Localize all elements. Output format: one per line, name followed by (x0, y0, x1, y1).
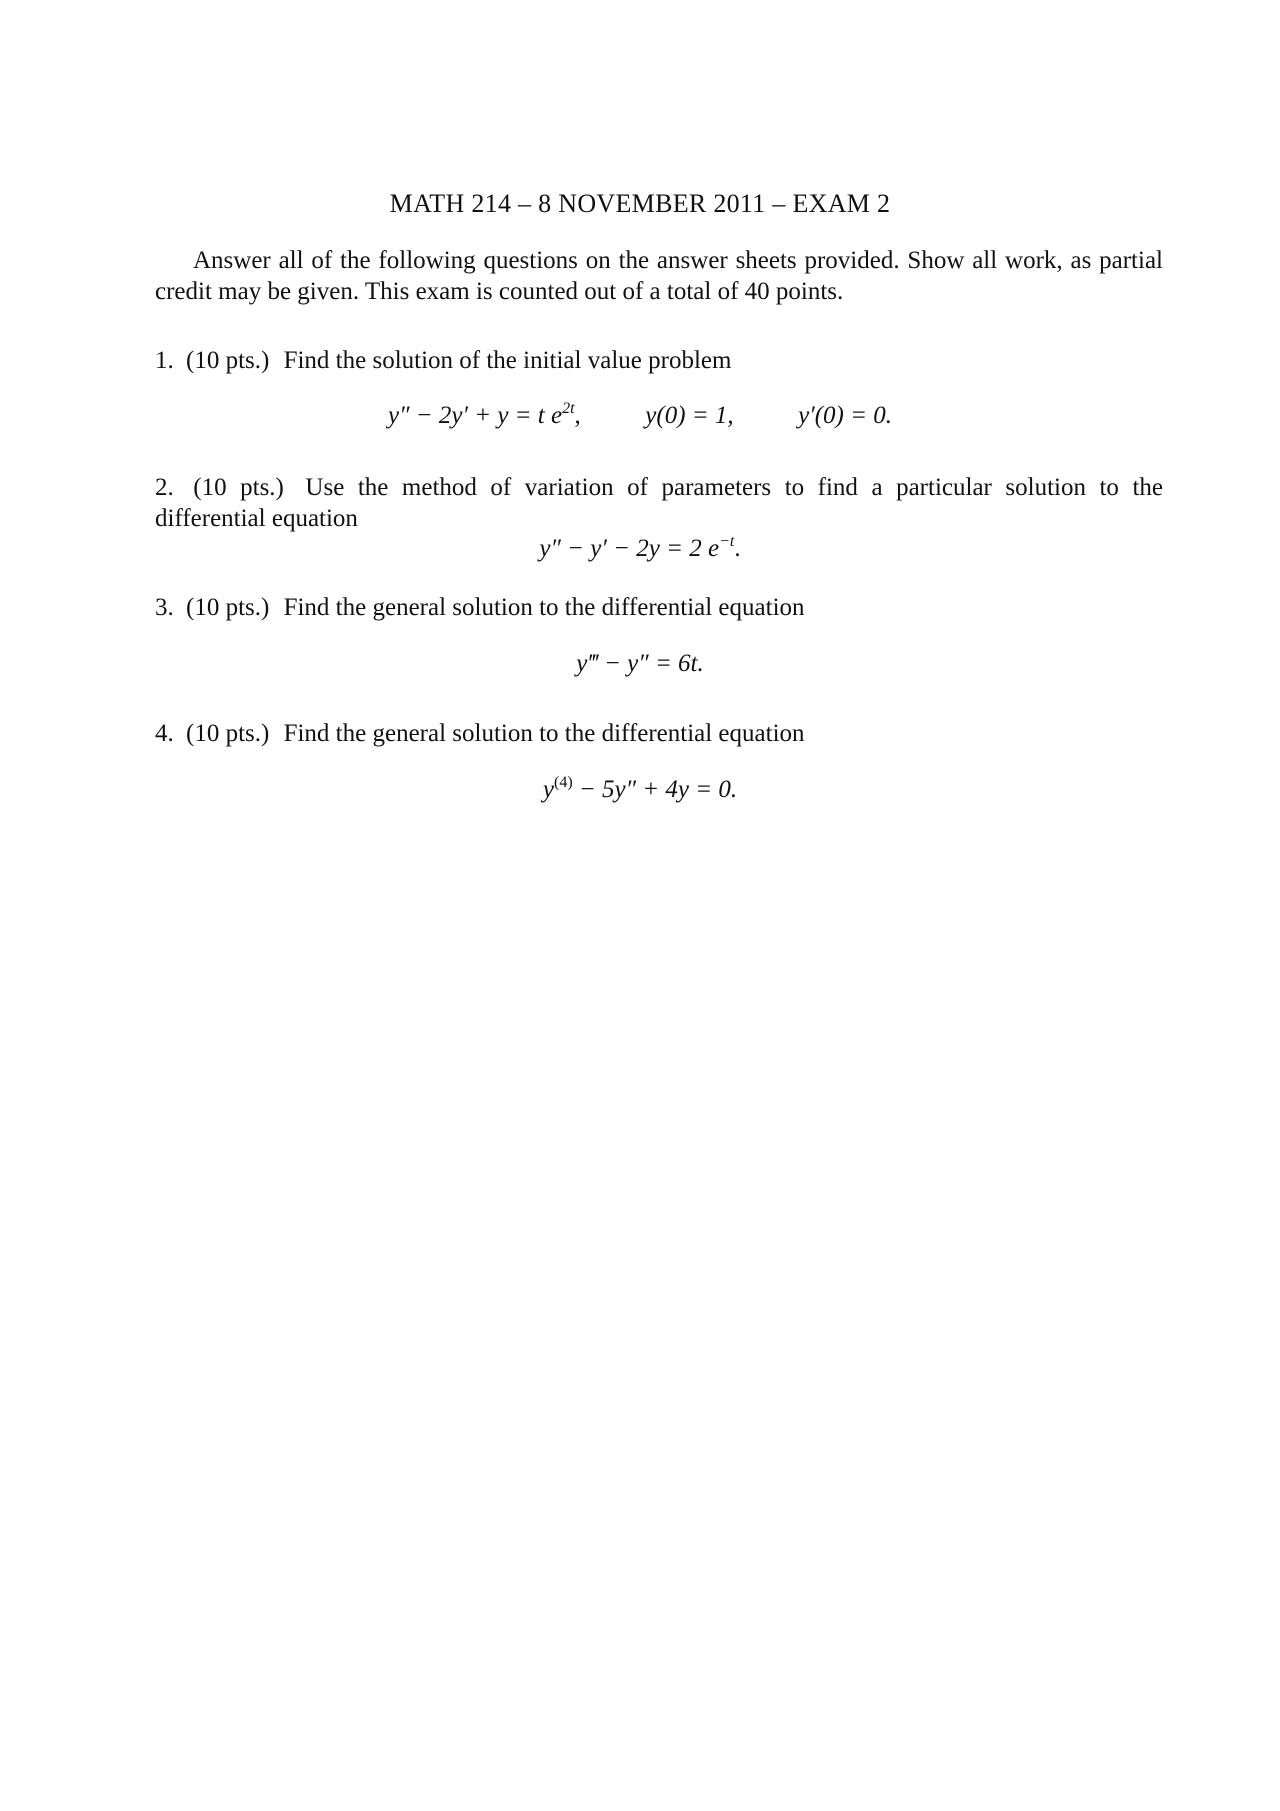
equation-tail: . (734, 535, 741, 562)
equation-exponent: −t (719, 533, 735, 550)
equation-tail: , (574, 402, 581, 429)
question-text: Find the general solution to the differential equation (283, 594, 805, 621)
equation-3 (0, 650, 1280, 678)
question-number: 2. (155, 474, 174, 501)
question-text: Find the solution of the initial value problem (283, 347, 732, 374)
question-text: Find the general solution to the differential equation (283, 720, 805, 747)
question-number: 4. (155, 720, 174, 747)
question-points: (10 pts.) (186, 347, 270, 374)
question-points: (10 pts.) (186, 594, 270, 621)
question-number: 3. (155, 594, 174, 621)
equation-2 (0, 535, 1280, 563)
equation-lhs: y″ − 2y′ + y = t e (388, 402, 563, 429)
question-3 (155, 592, 1163, 623)
equation-4 (0, 776, 1280, 804)
equation-full: y‴ − y″ = 6t. (576, 650, 704, 677)
initial-condition-1: y(0) = 1, (645, 402, 734, 429)
equation-exponent: (4) (553, 774, 573, 791)
question-1 (155, 345, 1163, 376)
question-number: 1. (155, 347, 174, 374)
question-4 (155, 718, 1163, 749)
equation-1 (0, 402, 1280, 430)
initial-condition-2: y′(0) = 0. (798, 402, 892, 429)
equation-lhs: y″ − y′ − 2y = 2 e (539, 535, 720, 562)
question-2 (155, 472, 1163, 534)
page-title: MATH 214 – 8 NOVEMBER 2011 – EXAM 2 (389, 189, 891, 218)
equation-base: y (542, 776, 554, 803)
question-points: (10 pts.) (186, 720, 270, 747)
equation-rest: − 5y″ + 4y = 0. (572, 776, 738, 803)
instructions-paragraph: Answer all of the following questions on the answer sheets provided. Show all work, as partial credit may be given. This exam is counted out of a total of 40 points. (155, 247, 1163, 305)
question-points: (10 pts.) (193, 474, 284, 501)
equation-exponent: 2t (562, 400, 575, 417)
question-text: Use the method of variation of parameters to find a particular solution to the differential equation (155, 474, 1164, 532)
